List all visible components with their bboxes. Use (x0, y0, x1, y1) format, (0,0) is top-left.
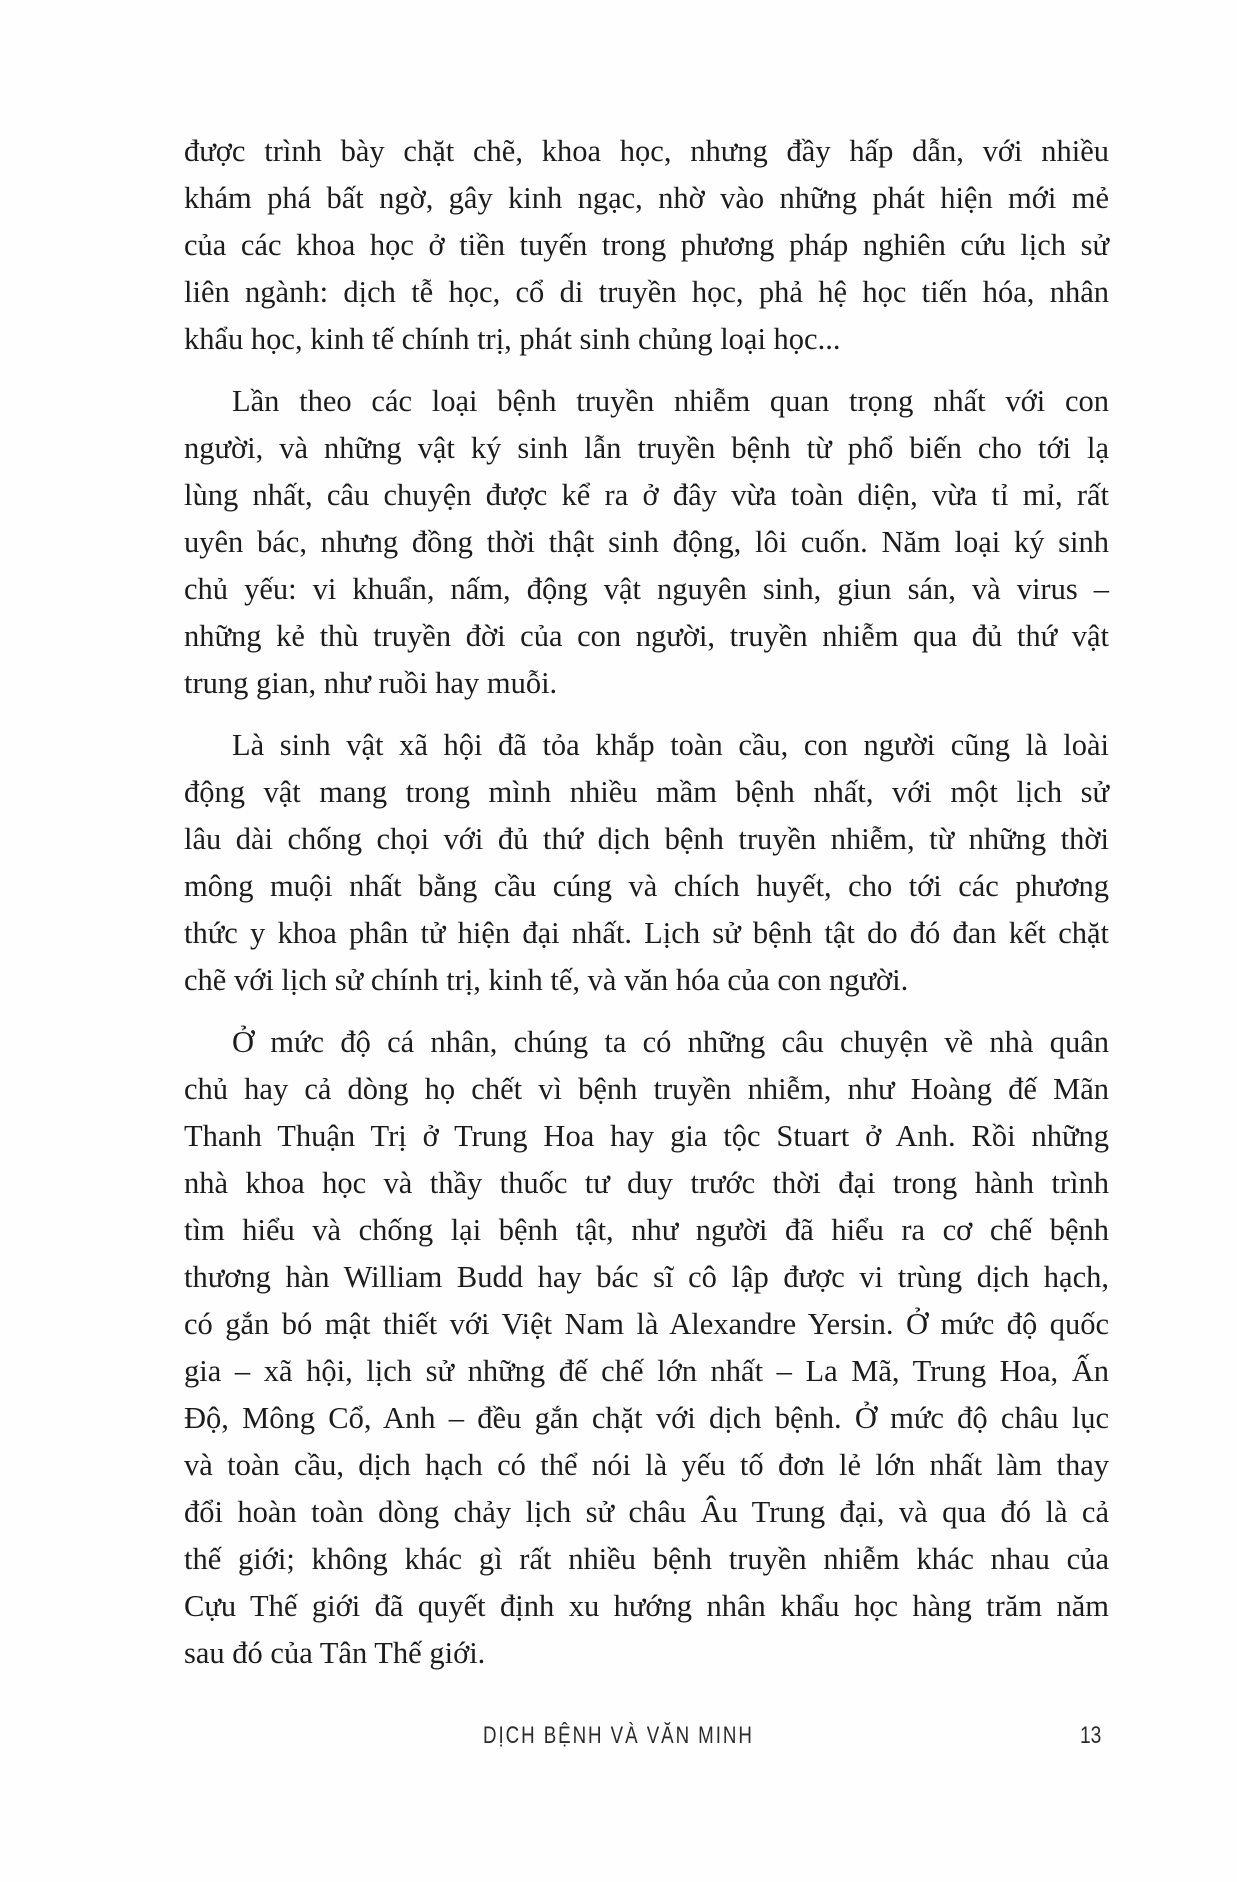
text-line: được trình bày chặt chẽ, khoa học, nhưng đầy hấp dẫn, với nhiều (184, 134, 1109, 168)
text-line: Thanh Thuận Trị ở Trung Hoa hay gia tộc Stuart ở Anh. Rồi những (184, 1119, 1109, 1153)
text-line: đổi hoàn toàn dòng chảy lịch sử châu Âu Trung đại, và qua đó là cả (184, 1495, 1109, 1529)
text-line: uyên bác, nhưng đồng thời thật sinh động, lôi cuốn. Năm loại ký sinh (184, 525, 1109, 559)
text-line: lâu dài chống chọi với đủ thứ dịch bệnh truyền nhiễm, từ những thời (184, 822, 1109, 856)
text-line: Độ, Mông Cổ, Anh – đều gắn chặt với dịch bệnh. Ở mức độ châu lục (184, 1401, 1109, 1435)
text-line: những kẻ thù truyền đời của con người, truyền nhiễm qua đủ thứ vật (184, 619, 1109, 653)
text-line: chẽ với lịch sử chính trị, kinh tế, và văn hóa của con người. (184, 963, 909, 997)
text-line: thức y khoa phân tử hiện đại nhất. Lịch sử bệnh tật do đó đan kết chặt (184, 916, 1109, 950)
text-line: động vật mang trong mình nhiều mầm bệnh nhất, với một lịch sử (184, 775, 1109, 809)
text-line: thế giới; không khác gì rất nhiều bệnh truyền nhiễm khác nhau của (184, 1542, 1109, 1576)
running-title: DỊCH BỆNH VÀ VĂN MINH (483, 1722, 754, 1749)
text-line: có gắn bó mật thiết với Việt Nam là Alexandre Yersin. Ở mức độ quốc (184, 1307, 1109, 1341)
text-line: nhà khoa học và thầy thuốc tư duy trước thời đại trong hành trình (184, 1166, 1109, 1200)
text-line: khẩu học, kinh tế chính trị, phát sinh chủng loại học... (184, 322, 841, 356)
text-line: liên ngành: dịch tễ học, cổ di truyền học, phả hệ học tiến hóa, nhân (184, 275, 1109, 309)
text-line: chủ yếu: vi khuẩn, nấm, động vật nguyên sinh, giun sán, và virus – (184, 572, 1109, 606)
text-line: sau đó của Tân Thế giới. (184, 1636, 486, 1670)
text-line: Cựu Thế giới đã quyết định xu hướng nhân khẩu học hàng trăm năm (184, 1589, 1109, 1623)
text-line: và toàn cầu, dịch hạch có thể nói là yếu tố đơn lẻ lớn nhất làm thay (184, 1448, 1109, 1482)
text-line: thương hàn William Budd hay bác sĩ cô lập được vi trùng dịch hạch, (184, 1260, 1109, 1294)
text-line: chủ hay cả dòng họ chết vì bệnh truyền nhiễm, như Hoàng đế Mãn (184, 1072, 1109, 1106)
text-line: Lần theo các loại bệnh truyền nhiễm quan trọng nhất với con (232, 384, 1109, 418)
text-line: của các khoa học ở tiền tuyến trong phương pháp nghiên cứu lịch sử (184, 228, 1109, 262)
text-line: Là sinh vật xã hội đã tỏa khắp toàn cầu, con người cũng là loài (232, 728, 1109, 762)
text-line: Ở mức độ cá nhân, chúng ta có những câu chuyện về nhà quân (232, 1025, 1109, 1059)
text-line: khám phá bất ngờ, gây kinh ngạc, nhờ vào những phát hiện mới mẻ (184, 181, 1109, 215)
text-line: trung gian, như ruồi hay muỗi. (184, 666, 558, 700)
text-line: tìm hiểu và chống lại bệnh tật, như người đã hiểu ra cơ chế bệnh (184, 1213, 1109, 1247)
text-line: lùng nhất, câu chuyện được kể ra ở đây vừa toàn diện, vừa tỉ mỉ, rất (184, 478, 1109, 512)
text-line: mông muội nhất bằng cầu cúng và chích huyết, cho tới các phương (184, 869, 1109, 903)
text-line: gia – xã hội, lịch sử những đế chế lớn nhất – La Mã, Trung Hoa, Ấn (184, 1354, 1109, 1388)
text-line: người, và những vật ký sinh lẫn truyền bệnh từ phổ biến cho tới lạ (184, 431, 1109, 465)
page-number: 13 (1080, 1722, 1102, 1749)
